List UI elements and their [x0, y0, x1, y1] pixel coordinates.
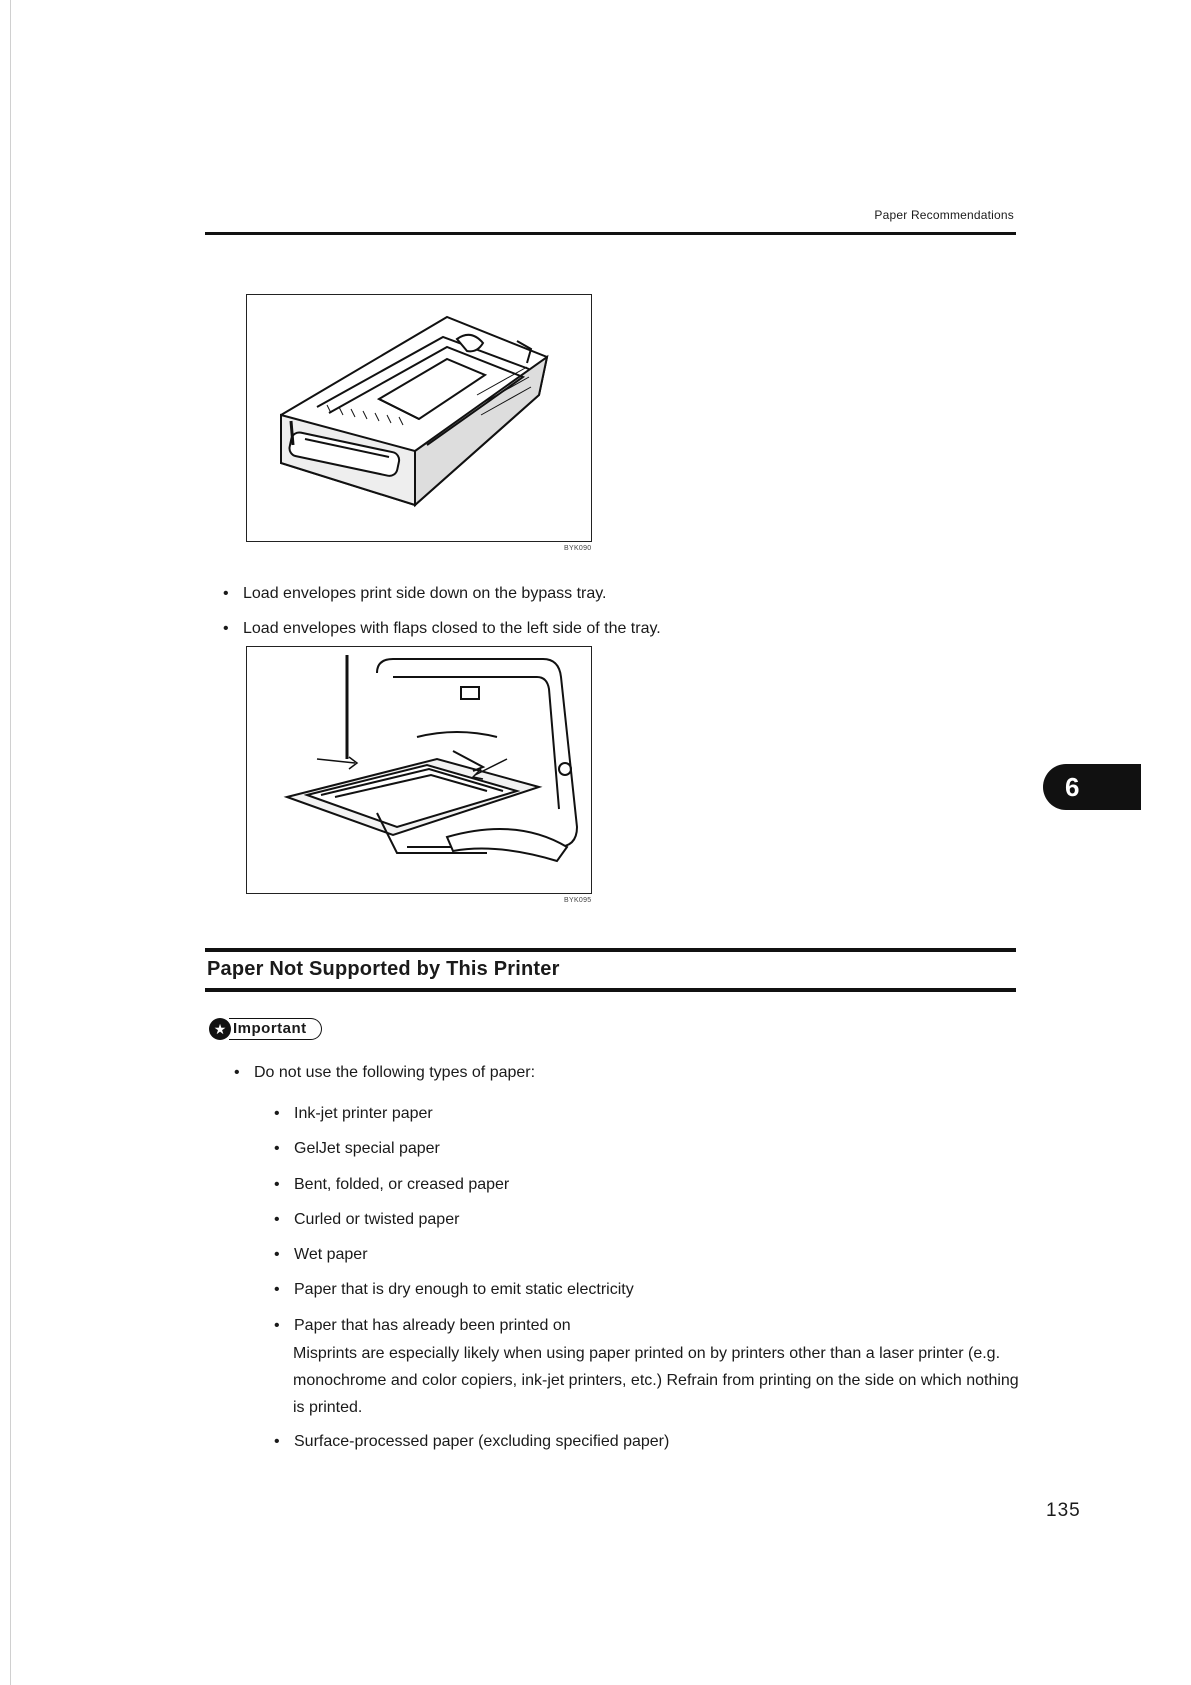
- chapter-tab: 6: [1043, 764, 1141, 810]
- page-number: 135: [1046, 1500, 1081, 1521]
- list-item: • Paper that is dry enough to emit static electricity: [270, 1272, 634, 1307]
- paper-tray-drawing: [247, 295, 593, 543]
- list-item: • Curled or twisted paper: [270, 1202, 634, 1237]
- unsupported-intro: [230, 1061, 535, 1085]
- scan-edge-line: [10, 0, 11, 1685]
- list-item: • Surface-processed paper (excluding specified paper): [270, 1430, 669, 1454]
- list-item: • Bent, folded, or creased paper: [270, 1167, 634, 1202]
- running-header: Paper Recommendations: [874, 208, 1014, 222]
- important-label: Important: [229, 1018, 322, 1040]
- list-item: • GelJet special paper: [270, 1131, 634, 1166]
- unsupported-paper-list-continued: [270, 1430, 669, 1454]
- paper-tray-illustration: [246, 294, 592, 542]
- header-rule: [205, 232, 1016, 235]
- section-rule-bottom: [205, 988, 1016, 992]
- list-item: • Wet paper: [270, 1237, 634, 1272]
- envelope-notes-list: [219, 576, 661, 646]
- section-rule-top: [205, 948, 1016, 952]
- figure-code: BYK095: [564, 897, 592, 904]
- list-item: • Ink-jet printer paper: [270, 1096, 634, 1131]
- bypass-tray-illustration: [246, 646, 592, 894]
- printed-paper-note: Misprints are especially likely when using paper printed on by printers other than a laser printer (e.g. monochrome and color copiers, ink-jet printers, etc.) Refrain from printing on the side on which nothing is printed.: [293, 1345, 1019, 1416]
- important-badge: [209, 1017, 322, 1041]
- section-title: Paper Not Supported by This Printer: [207, 958, 560, 980]
- list-item: • Paper that has already been printed on: [270, 1308, 634, 1343]
- list-item: • Load envelopes print side down on the bypass tray.: [219, 576, 661, 611]
- star-icon: ★: [209, 1018, 231, 1040]
- unsupported-paper-list: [270, 1096, 634, 1343]
- list-item: • Load envelopes with flaps closed to the left side of the tray.: [219, 611, 661, 646]
- figure-code: BYK090: [564, 545, 592, 552]
- bypass-tray-drawing: [247, 647, 593, 895]
- list-item: • Do not use the following types of paper:: [230, 1061, 535, 1085]
